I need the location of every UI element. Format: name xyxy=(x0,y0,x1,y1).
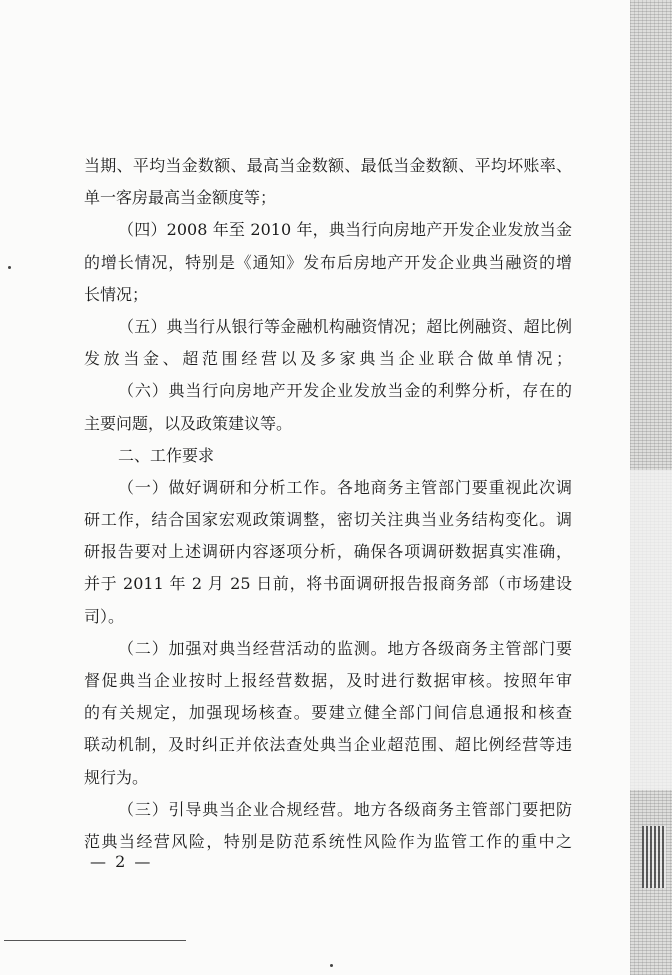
body-line: （四）2008 年至 2010 年，典当行向房地产开发企业发放当金 xyxy=(118,220,572,240)
body-line: 当期、平均当金数额、最高当金数额、最低当金数额、平均坏账率、 xyxy=(84,156,572,175)
barcode-mark xyxy=(642,826,666,888)
body-line: （三）引导典当企业合规经营。地方各级商务主管部门要把防 xyxy=(118,799,572,819)
body-line: （五）典当行从银行等金融机构融资情况；超比例融资、超比例 xyxy=(118,316,572,336)
body-line: 规行为。 xyxy=(84,767,149,787)
scan-bottom-line xyxy=(4,940,186,941)
section-heading: 二、工作要求 xyxy=(118,445,215,465)
scan-edge-highlight xyxy=(630,470,672,790)
document-body xyxy=(84,150,572,858)
scan-speck xyxy=(8,266,11,269)
body-line: 研报告要对上述调研内容逐项分析，确保各项调研数据真实准确， xyxy=(84,542,572,562)
body-line: 范典当经营风险，特别是防范系统性风险作为监管工作的重中之 xyxy=(84,831,572,851)
scan-speck xyxy=(330,964,333,967)
body-line: （二）加强对典当经营活动的监测。地方各级商务主管部门要 xyxy=(118,638,572,658)
body-line: 研工作，结合国家宏观政策调整，密切关注典当业务结构变化。调 xyxy=(84,510,572,530)
body-line: （六）典当行向房地产开发企业发放当金的利弊分析，存在的 xyxy=(118,381,572,401)
body-line: 督促典当企业按时上报经营数据，及时进行数据审核。按照年审 xyxy=(84,671,572,690)
body-line: 发放当金、超范围经营以及多家典当企业联合做单情况； xyxy=(84,349,572,369)
page-number: — 2 — xyxy=(90,852,153,871)
body-line: （一）做好调研和分析工作。各地商务主管部门要重视此次调 xyxy=(118,477,572,497)
body-line: 的有关规定，加强现场核查。要建立健全部门间信息通报和核查 xyxy=(84,703,572,723)
body-line: 的增长情况，特别是《通知》发布后房地产开发企业典当融资的增 xyxy=(84,252,572,272)
body-line: 单一客房最高当金额度等； xyxy=(84,188,277,208)
body-line: 司）。 xyxy=(84,606,125,626)
body-line: 联动机制，及时纠正并依法查处典当企业超范围、超比例经营等违 xyxy=(84,735,572,755)
body-line: 主要问题，以及政策建议等。 xyxy=(84,413,293,433)
body-line: 长情况； xyxy=(84,284,149,304)
body-line: 并于 2011 年 2 月 25 日前，将书面调研报告报商务部（市场建设 xyxy=(84,574,572,594)
